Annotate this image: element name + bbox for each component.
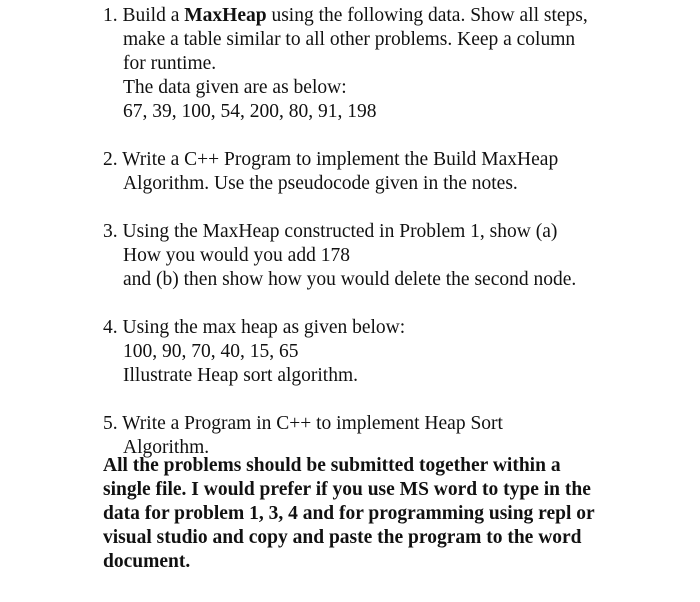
problem-1-text-start: Build a (122, 5, 185, 26)
problem-5-number: 5. (103, 413, 118, 434)
problem-1-line-1 (103, 4, 588, 28)
problem-4-line-3: Illustrate Heap sort algorithm. (123, 365, 359, 386)
problem-1-text-end: using the following data. Show all steps, (266, 5, 588, 26)
problem-5-line-1 (103, 412, 503, 436)
problem-4-data-values: 100, 90, 70, 40, 15, 65 (123, 341, 299, 362)
problem-5-line-2: Algorithm. (123, 437, 210, 458)
problem-2-number: 2. (103, 149, 118, 170)
problem-2-line-1 (103, 148, 558, 172)
problem-3-line-3: and (b) then show how you would delete the second node. (123, 269, 577, 290)
problem-3-line-2: How you would you add 178 (123, 245, 350, 266)
problem-4-text: Using the max heap as given below: (122, 317, 406, 338)
problem-2-line-2: Algorithm. Use the pseudocode given in the notes. (123, 173, 518, 194)
problem-1-maxheap-bold: MaxHeap (184, 5, 267, 26)
problem-4-line-1 (103, 316, 405, 340)
problem-3-text: Using the MaxHeap constructed in Problem 1, show (a) (122, 221, 558, 242)
problem-5-text: Write a Program in C++ to implement Heap Sort (122, 413, 503, 434)
problem-1-line-4: The data given are as below: (123, 77, 347, 98)
problem-1-number: 1. (103, 5, 118, 26)
problem-3-line-1 (103, 220, 557, 244)
problem-4-number: 4. (103, 317, 118, 338)
problem-3-number: 3. (103, 221, 118, 242)
problem-2-text: Write a C++ Program to implement the Build MaxHeap (122, 149, 559, 170)
problem-1-line-2: make a table similar to all other problems. Keep a column (123, 29, 576, 50)
submission-instructions: All the problems should be submitted together within a single file. I would prefer if you use MS word to type in the data for problem 1, 3, 4 and for programming using repl or visual studio and copy and paste the program to the word document. (103, 455, 595, 572)
problem-1-data-values: 67, 39, 100, 54, 200, 80, 91, 198 (123, 101, 377, 122)
problem-1-line-3: for runtime. (123, 53, 217, 74)
